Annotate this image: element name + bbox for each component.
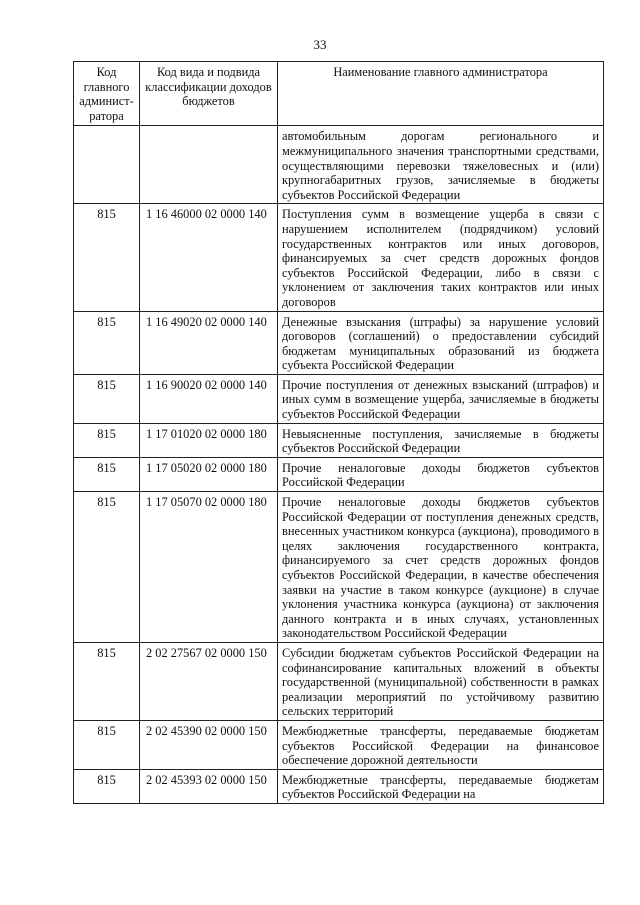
table-row <box>74 769 604 803</box>
page-number: 33 <box>313 37 327 52</box>
table-row <box>74 204 604 311</box>
admin-code-cell: 815 <box>74 492 140 643</box>
header-admin-name: Наименование главного администратора <box>278 62 604 126</box>
admin-code-cell: 815 <box>74 311 140 374</box>
admin-name-cell: автомобильным дорогам регионального и межмуниципального значения транспортными средствами, осуществляющими перевозки тяжеловесных и (или) крупногабаритных грузов, зачисляемые в бюджеты субъектов Российской Федерации <box>278 126 604 204</box>
admin-code-cell: 815 <box>74 374 140 423</box>
admin-name-cell: Межбюджетные трансферты, передаваемые бюджетам субъектов Российской Федерации на финансовое обеспечение дорожной деятельности <box>278 720 604 769</box>
income-code-cell: 2 02 45393 02 0000 150 <box>140 769 278 803</box>
table-row <box>74 311 604 374</box>
income-code-cell: 1 16 90020 02 0000 140 <box>140 374 278 423</box>
income-code-cell: 1 17 05020 02 0000 180 <box>140 457 278 491</box>
header-income-code: Код вида и подвида классификации доходов бюджетов <box>140 62 278 126</box>
income-code-cell: 1 17 01020 02 0000 180 <box>140 423 278 457</box>
admin-code-cell: 815 <box>74 720 140 769</box>
table-row <box>74 457 604 491</box>
admin-name-cell: Межбюджетные трансферты, передаваемые бюджетам субъектов Российской Федерации на <box>278 769 604 803</box>
table-body <box>74 126 604 804</box>
income-code-cell <box>140 126 278 204</box>
admin-code-cell <box>74 126 140 204</box>
income-code-cell: 1 16 46000 02 0000 140 <box>140 204 278 311</box>
admin-name-cell: Поступления сумм в возмещение ущерба в связи с нарушением исполнителем (подрядчиком) условий государственных контрактов или иных договоров, финансируемых за счет средств дорожных фондов субъектов Российской Федерации, либо в связи с уклонением от заключения таких контрактов или иных договоров <box>278 204 604 311</box>
admin-name-cell: Прочие неналоговые доходы бюджетов субъектов Российской Федерации от поступления денежных средств, внесенных участником конкурса (аукциона), проводимого в целях заключения государственного контракта, финансируемого за счет средств дорожных фондов субъектов Российской Федерации, в качестве обеспечения заявки на участие в таком конкурсе (аукционе) в случае уклонения участника конкурса (аукциона) от заключения данного контракта и в иных случаях, установленных законодательством Российской Федерации <box>278 492 604 643</box>
table-row <box>74 492 604 643</box>
admin-name-cell: Прочие поступления от денежных взысканий (штрафов) и иных сумм в возмещение ущерба, зачисляемые в бюджеты субъектов Российской Федерации <box>278 374 604 423</box>
admin-name-cell: Прочие неналоговые доходы бюджетов субъектов Российской Федерации <box>278 457 604 491</box>
admin-name-cell: Денежные взыскания (штрафы) за нарушение условий договоров (соглашений) о предоставлении субсидий бюджетам муниципальных образований из бюджета субъекта Российской Федерации <box>278 311 604 374</box>
admin-code-cell: 815 <box>74 423 140 457</box>
table-row <box>74 720 604 769</box>
table-row <box>74 374 604 423</box>
income-administrators-table <box>73 61 604 804</box>
income-code-cell: 1 16 49020 02 0000 140 <box>140 311 278 374</box>
admin-code-cell: 815 <box>74 457 140 491</box>
table-row <box>74 642 604 720</box>
admin-name-cell: Невыясненные поступления, зачисляемые в бюджеты субъектов Российской Федерации <box>278 423 604 457</box>
income-code-cell: 2 02 45390 02 0000 150 <box>140 720 278 769</box>
table-row <box>74 423 604 457</box>
admin-name-cell: Субсидии бюджетам субъектов Российской Федерации на софинансирование капитальных вложений в объекты государственной (муниципальной) собственности в рамках реализации мероприятий по устойчивому развитию сельских территорий <box>278 642 604 720</box>
admin-code-cell: 815 <box>74 769 140 803</box>
income-code-cell: 1 17 05070 02 0000 180 <box>140 492 278 643</box>
table-header-row <box>74 62 604 126</box>
table-row <box>74 126 604 204</box>
header-admin-code: Код главного админист-ратора <box>74 62 140 126</box>
admin-code-cell: 815 <box>74 204 140 311</box>
income-code-cell: 2 02 27567 02 0000 150 <box>140 642 278 720</box>
admin-code-cell: 815 <box>74 642 140 720</box>
